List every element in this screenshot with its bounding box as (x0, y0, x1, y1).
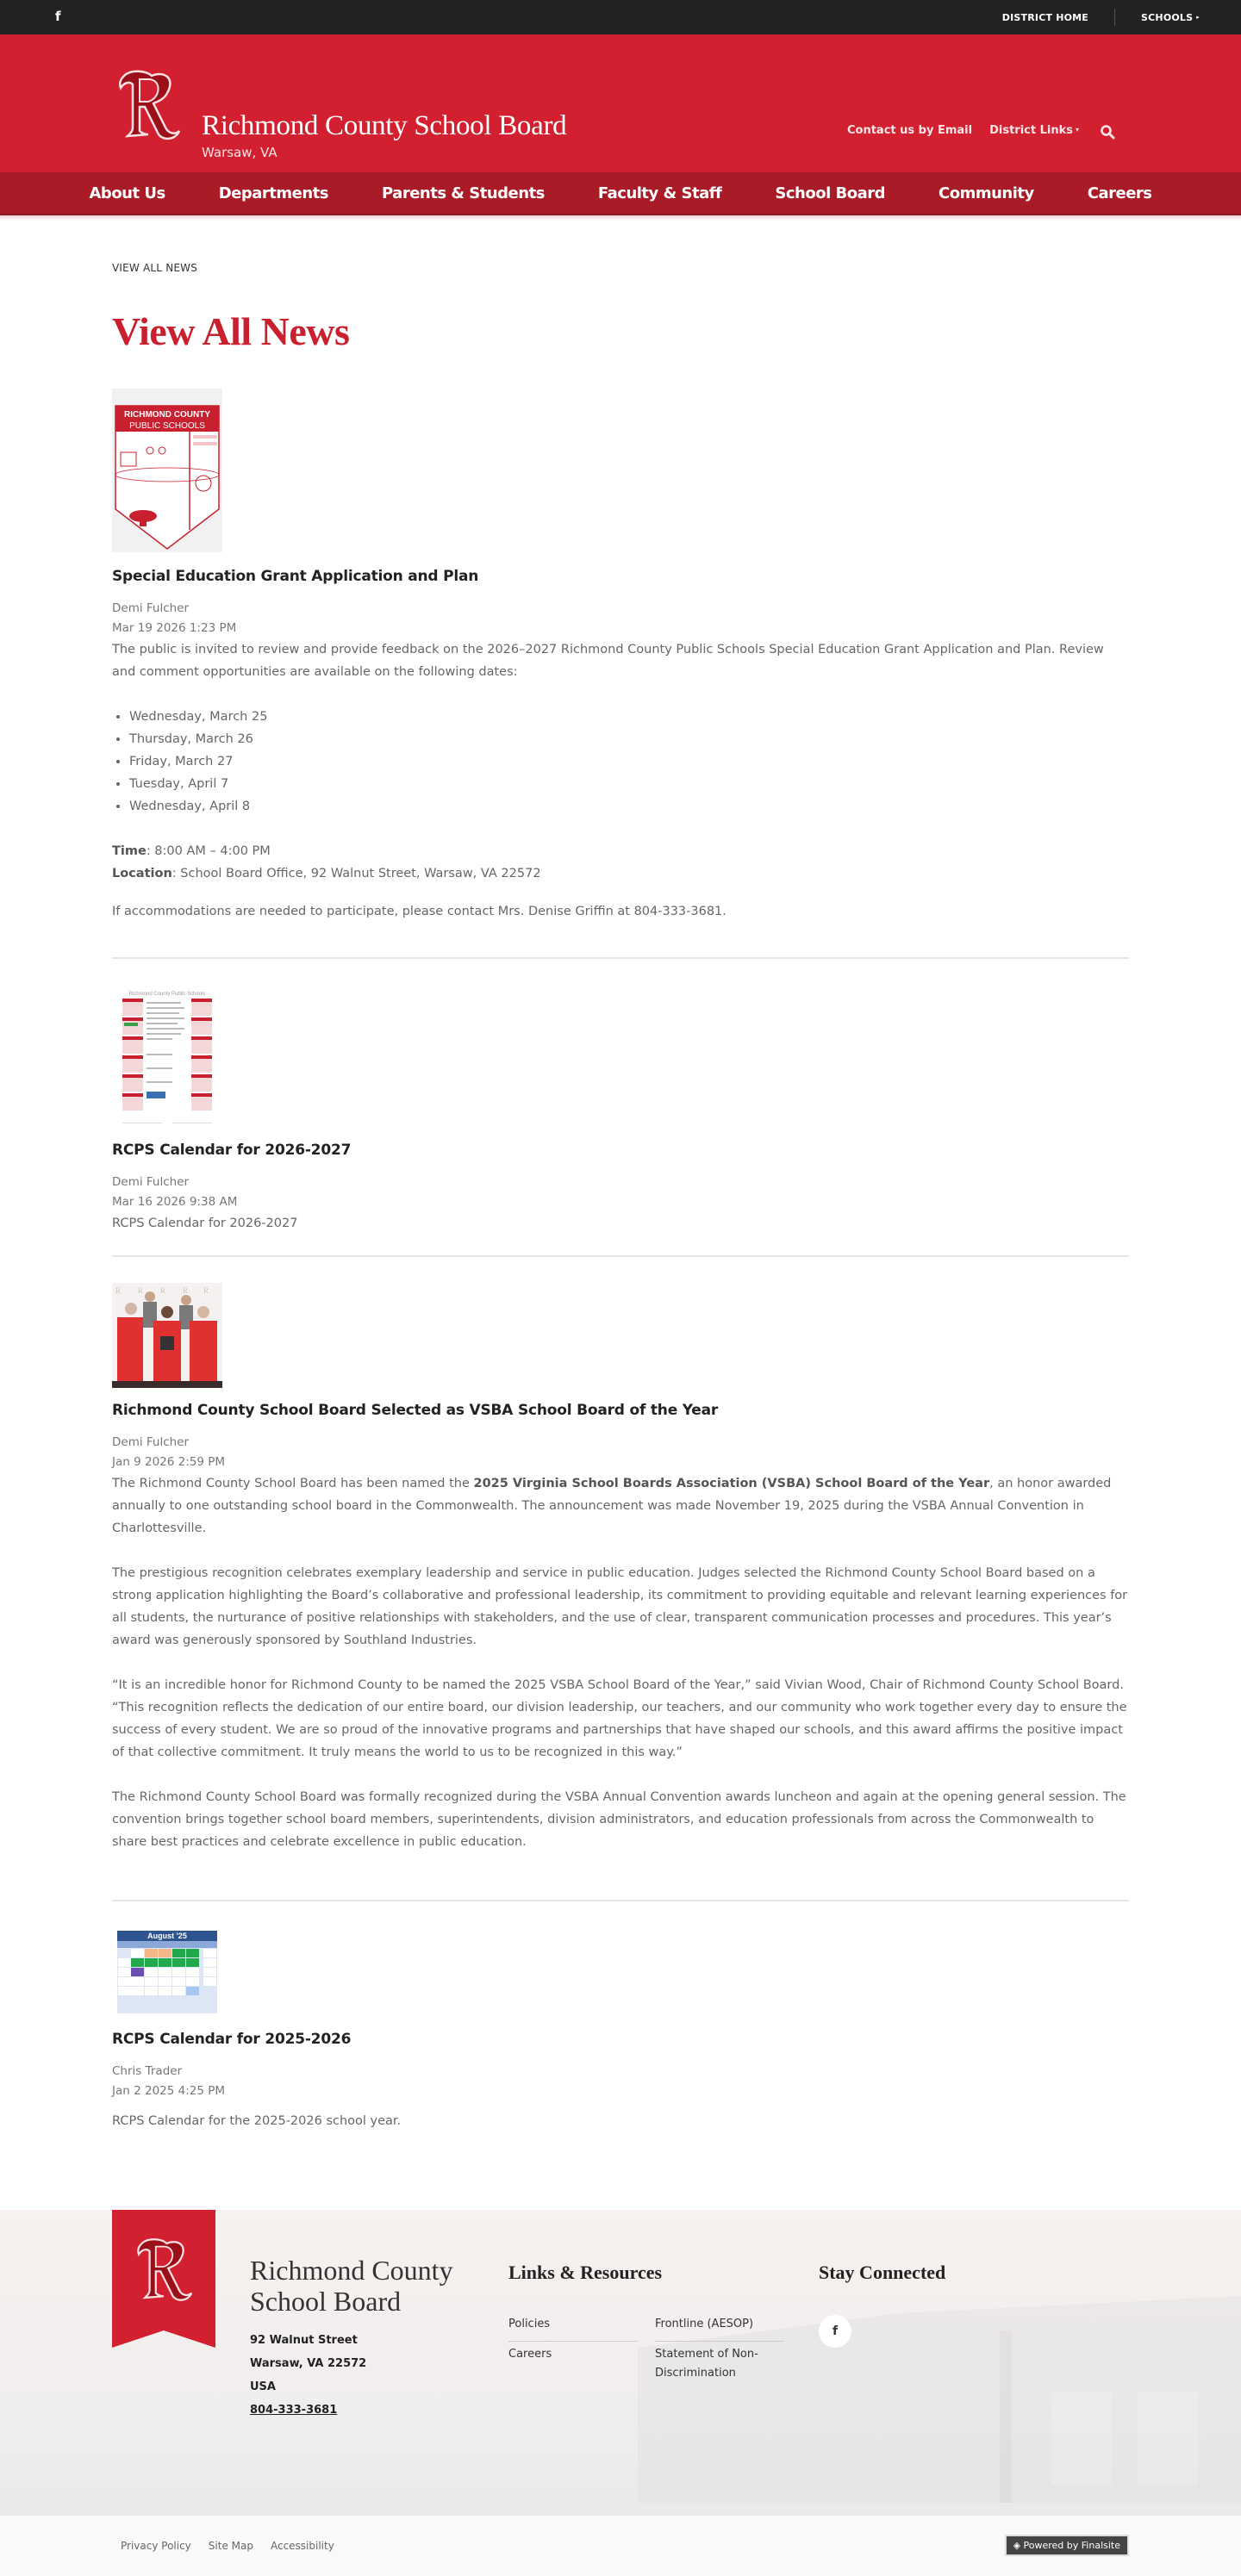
address-line: 92 Walnut Street (250, 2334, 358, 2347)
bottom-bar (0, 2516, 1241, 2576)
nav-faculty-staff[interactable]: Faculty & Staff (597, 184, 722, 202)
district-logo-icon[interactable] (112, 67, 183, 141)
social-heading: Stay Connected (819, 2262, 946, 2283)
page-title: View All News (112, 309, 350, 353)
svg-text:R: R (203, 1286, 209, 1295)
footer-logo-banner[interactable] (112, 2210, 215, 2330)
nav-school-board[interactable]: School Board (775, 184, 886, 202)
nav-parents-students[interactable]: Parents & Students (381, 184, 545, 202)
main-navigation (0, 172, 1241, 215)
paragraph-text: The Richmond County School Board has been named the (112, 1477, 474, 1490)
main-content (112, 262, 1129, 2132)
header-links (847, 124, 1079, 137)
district-links-dropdown[interactable] (989, 124, 1079, 137)
news-item (112, 1257, 1129, 1901)
article-title[interactable]: RCPS Calendar for 2025-2026 (112, 2031, 352, 2048)
accessibility-link[interactable]: Accessibility (270, 2540, 334, 2552)
article-date: Jan 2 2025 4:25 PM (112, 2084, 226, 2098)
news-item (112, 389, 1129, 959)
site-subtitle: Warsaw, VA (202, 145, 278, 160)
nav-about-us[interactable]: About Us (89, 184, 165, 202)
search-icon[interactable] (1100, 124, 1115, 140)
article-summary: RCPS Calendar for 2026-2027 (112, 1216, 298, 1230)
date-item: • Wednesday, March 25 (129, 706, 1129, 728)
article-title[interactable]: RCPS Calendar for 2026-2027 (112, 1142, 352, 1159)
article-author: Demi Fulcher (112, 601, 190, 615)
footer-link-frontline[interactable]: Frontline (AESOP) (655, 2312, 784, 2342)
time-label: Time (112, 844, 147, 858)
breadcrumb[interactable]: VIEW ALL NEWS (112, 262, 198, 274)
article-thumbnail[interactable] (112, 389, 222, 552)
footer-link-non-discrimination[interactable]: Statement of Non-Discrimination (655, 2348, 758, 2380)
svg-text:PUBLIC SCHOOLS: PUBLIC SCHOOLS (129, 421, 205, 431)
site-title[interactable]: Richmond County School Board (202, 110, 567, 141)
date-item: • Wednesday, April 8 (129, 795, 1129, 818)
article-intro: The public is invited to review and provide feedback on the 2026–2027 Richmond County Public Schools Special Education Grant Application and Plan. Review and comment opportunities are available on the following dates: (112, 643, 1104, 679)
article-title[interactable]: Special Education Grant Application and Plan (112, 568, 479, 585)
time-value: : 8:00 AM – 4:00 PM (146, 844, 271, 858)
svg-text:Richmond County Public Schools: Richmond County Public Schools (128, 992, 206, 997)
news-item (112, 1901, 1129, 2132)
location-value: : School Board Office, 92 Walnut Street, Warsaw, VA 22572 (171, 867, 541, 880)
date-item: • Thursday, March 26 (129, 728, 1129, 750)
facebook-icon[interactable]: f (819, 2315, 851, 2348)
date-list (129, 706, 1129, 818)
facebook-icon[interactable]: f (55, 9, 61, 24)
svg-text:RICHMOND COUNTY: RICHMOND COUNTY (124, 410, 210, 420)
svg-text:R: R (115, 1286, 122, 1295)
svg-text:R: R (160, 1286, 166, 1295)
address-line: USA (250, 2380, 276, 2393)
article-summary: RCPS Calendar for the 2025-2026 school year. (112, 2114, 402, 2128)
district-home-link[interactable]: DISTRICT HOME (1001, 11, 1089, 23)
location-line (112, 862, 1129, 885)
location-label: Location (112, 867, 172, 880)
footer-phone-link[interactable]: 804-333-3681 (250, 2404, 338, 2417)
site-map-link[interactable]: Site Map (208, 2540, 253, 2552)
privacy-policy-link[interactable]: Privacy Policy (121, 2540, 191, 2552)
footer-school-name: Richmond County School Board (250, 2255, 453, 2317)
powered-by-badge[interactable]: ◈ Powered by Finalsite (1005, 2535, 1129, 2556)
news-item (112, 959, 1129, 1257)
site-header (0, 34, 1241, 172)
svg-text:R: R (183, 1286, 189, 1295)
footer-link-policies[interactable]: Policies (508, 2312, 638, 2342)
chevron-down-icon: ▾ (1075, 126, 1079, 134)
caret-right-icon: ▸ (1196, 13, 1200, 21)
banner-tail (112, 2330, 215, 2348)
footer-links (508, 2312, 784, 2390)
article-author: Demi Fulcher (112, 1175, 190, 1189)
nav-community[interactable]: Community (939, 184, 1034, 202)
footer-link-careers[interactable]: Careers (508, 2348, 552, 2361)
nav-departments[interactable]: Departments (218, 184, 328, 202)
paragraph-text: , an honor awarded annually to one outstanding school board in the Commonwealth. The announcement was made November 19, 2025 during the VSBA Annual Convention in Charlottesville. (112, 1477, 1112, 1535)
contact-email-link[interactable]: Contact us by Email (846, 124, 973, 137)
article-thumbnail[interactable] (112, 1927, 222, 2017)
article-paragraph: The prestigious recognition celebrates exemplary leadership and service in public education. Judges selected the Richmond County School Board based on a strong application highlighting the Board’s collaborative and professional leadership, its commitment to providing equitable and relevant learning experiences for all students, the nurturance of positive relationships with stakeholders, and the use of clear, transparent communication processes and procedures. This year’s award was generously sponsored by Southland Industries. (112, 1566, 1128, 1647)
utility-links (1002, 0, 1200, 34)
svg-text:R: R (138, 1286, 144, 1295)
article-paragraph: “It is an incredible honor for Richmond County to be named the 2025 VSBA School Board of the Year,” said Vivian Wood, Chair of Richmond County School Board. “This recognition reflects the dedication of our entire board, our division leadership, our teachers, and our community who work together every day to ensure the success of every student. We are so proud of the innovative programs and partnerships that have shaped our schools, and this award affirms the positive impact of that collective commitment. It truly means the world to us to be recognized in this way.” (112, 1678, 1127, 1759)
article-thumbnail[interactable] (112, 985, 222, 1129)
article-thumbnail[interactable] (112, 1283, 222, 1388)
article-body (112, 638, 1129, 923)
article-title[interactable]: Richmond County School Board Selected as VSBA School Board of the Year (112, 1402, 719, 1419)
date-item: • Friday, March 27 (129, 750, 1129, 773)
utility-bar (0, 0, 1241, 34)
article-body (112, 1472, 1129, 1853)
accommodations-note: If accommodations are needed to participate, please contact Mrs. Denise Griffin at 804-333-3681. (112, 905, 727, 918)
time-line (112, 840, 1129, 862)
schools-menu[interactable] (1141, 12, 1200, 23)
article-date: Mar 16 2026 9:38 AM (112, 1195, 238, 1209)
article-paragraph (112, 1472, 1129, 1540)
legal-links (121, 2540, 334, 2552)
article-date: Jan 9 2026 2:59 PM (112, 1455, 226, 1469)
article-author: Demi Fulcher (112, 1435, 190, 1449)
links-heading: Links & Resources (508, 2262, 663, 2283)
footer-address (250, 2329, 366, 2422)
nav-shadow (0, 215, 1241, 221)
site-footer (0, 2210, 1241, 2516)
address-line: Warsaw, VA 22572 (250, 2357, 367, 2370)
district-links-label: District Links (989, 124, 1073, 137)
district-logo-icon (112, 2210, 215, 2330)
date-item: • Tuesday, April 7 (129, 773, 1129, 795)
nav-careers[interactable]: Careers (1087, 184, 1152, 202)
divider (1114, 9, 1115, 26)
schools-label: SCHOOLS (1141, 11, 1194, 23)
article-author: Chris Trader (112, 2064, 183, 2078)
award-name: 2025 Virginia School Boards Association (VSBA) School Board of the Year (473, 1477, 990, 1490)
article-paragraph: The Richmond County School Board was formally recognized during the VSBA Annual Convention awards luncheon and again at the opening general session. The convention brings together school board members, superintendents, division administrators, and education professionals from across the Commonwealth to share best practices and celebrate excellence in public education. (112, 1790, 1126, 1849)
svg-text:August '25: August '25 (147, 1932, 187, 1940)
article-date: Mar 19 2026 1:23 PM (112, 621, 237, 635)
